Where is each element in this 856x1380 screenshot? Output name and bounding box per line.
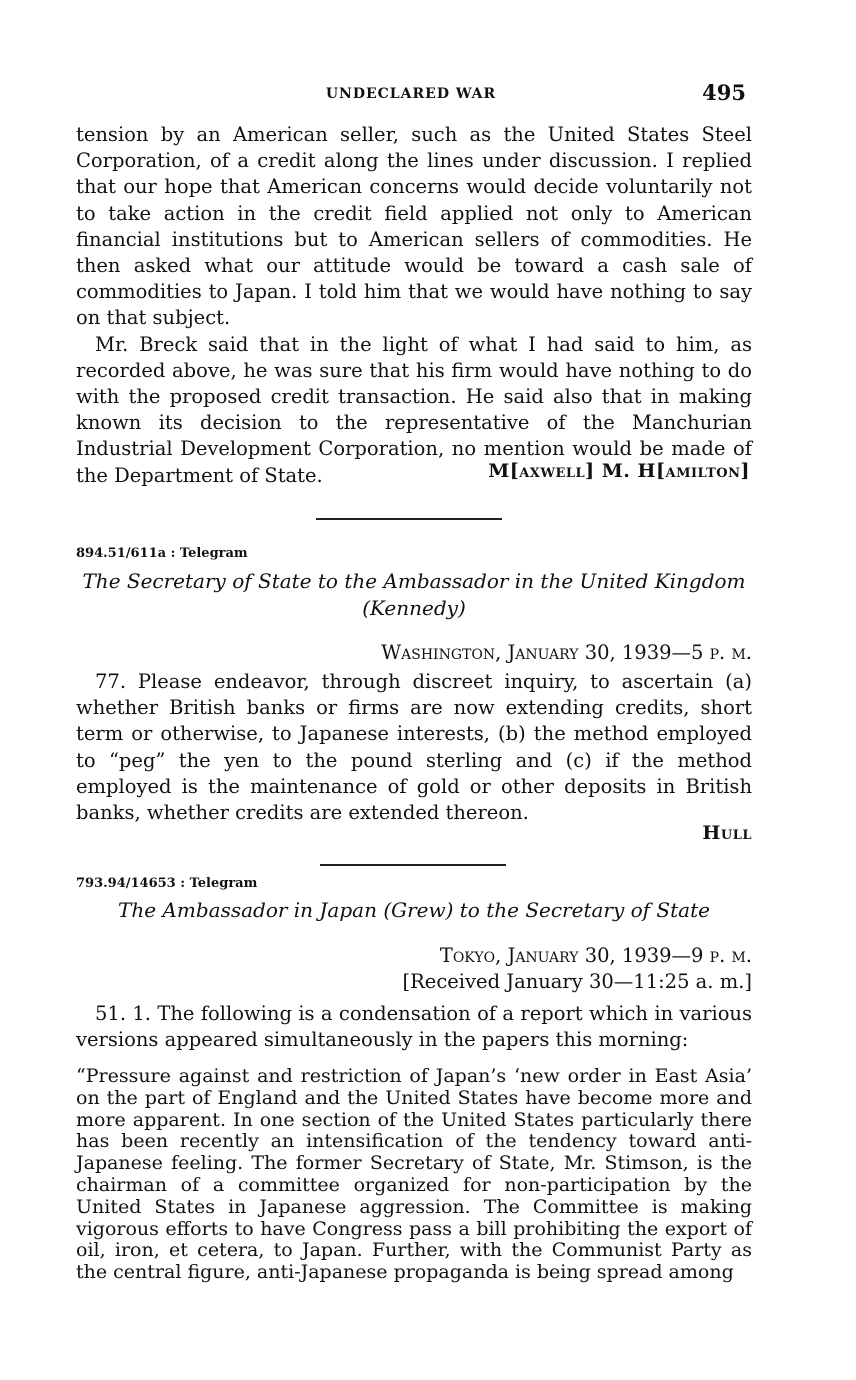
dateline-place-date: Tokyo, January 30, 1939—9 p. m. <box>439 944 752 967</box>
document-title <box>76 568 752 622</box>
quoted-report <box>76 1066 752 1284</box>
section-divider <box>316 518 502 520</box>
continued-memorandum <box>76 122 752 489</box>
section-divider-2 <box>320 864 506 866</box>
document-title-2: The Ambassador in Japan (Grew) to the Secretary of State <box>118 898 710 922</box>
memorandum-signature: M[axwell] M. H[amilton] <box>488 460 750 482</box>
telegram-signature: Hull <box>702 822 752 844</box>
telegram-paragraph-2: 51. 1. The following is a condensation of a report which in various versions appeared simultaneously in the papers this morning: <box>76 1002 752 1052</box>
running-head: UNDECLARED WAR <box>325 86 497 102</box>
page-number: 495 <box>702 80 746 105</box>
file-reference-2: 793.94/14653 : Telegram <box>76 876 258 891</box>
page-header <box>76 80 746 110</box>
telegram-body <box>76 669 752 826</box>
dateline: Washington, January 30, 1939—5 p. m. <box>381 641 752 664</box>
document-title-line-1: The Secretary of State to the Ambassador in the United Kingdom <box>82 569 746 593</box>
telegram-paragraph: 77. Please endeavor, through discreet inquiry, to ascertain (a) whether British banks or firms are now extending credits, short term or otherwise, to Japanese interests, (b) the method employed to “peg” the yen to the pound sterling and (c) if the method employed is the maintenance of gold or other deposits in British banks, whether credits are extended thereon. <box>76 670 752 825</box>
document-title-line-2: (Kennedy) <box>362 596 466 620</box>
dateline-2 <box>402 943 752 995</box>
memorandum-paragraph-1: tension by an American seller, such as the United States Steel Corporation, of a credit along the lines under discussion. I replied that our hope that American concerns would decide voluntarily not to take action in the credit field applied not only to American financial institutions but to American sellers of commodities. He then asked what our attitude would be toward a cash sale of commodities to Japan. I told him that we would have nothing to say on that subject. <box>76 123 752 330</box>
memorandum-paragraph-2: Mr. Breck said that in the light of what I had said to him, as recorded above, he was sure that his firm would have nothing to do with the proposed credit transaction. He said also that in making known its decision to the representative of the Manchurian Industrial Development Corporation, no mention would be made of the Department of State. <box>76 332 752 487</box>
received-note: [Received January 30—11:25 a. m.] <box>402 970 752 993</box>
file-reference: 894.51/611a : Telegram <box>76 546 248 561</box>
quoted-report-text: “Pressure against and restriction of Japan’s ‘new order in East Asia’ on the part of England and the United States have become more and more apparent. In one section of the United States particularly there has been recently an intensification of the tendency toward anti-Japanese feeling. The former Secretary of State, Mr. Stimson, is the chairman of a committee organized for non-participation by the United States in Japanese aggression. The Committee is making vigorous efforts to have Congress pass a bill prohibiting the export of oil, iron, et cetera, to Japan. Further, with the Communist Party as the central figure, anti-Japanese propaganda is being spread among <box>76 1065 752 1284</box>
telegram-body-2 <box>76 1001 752 1053</box>
